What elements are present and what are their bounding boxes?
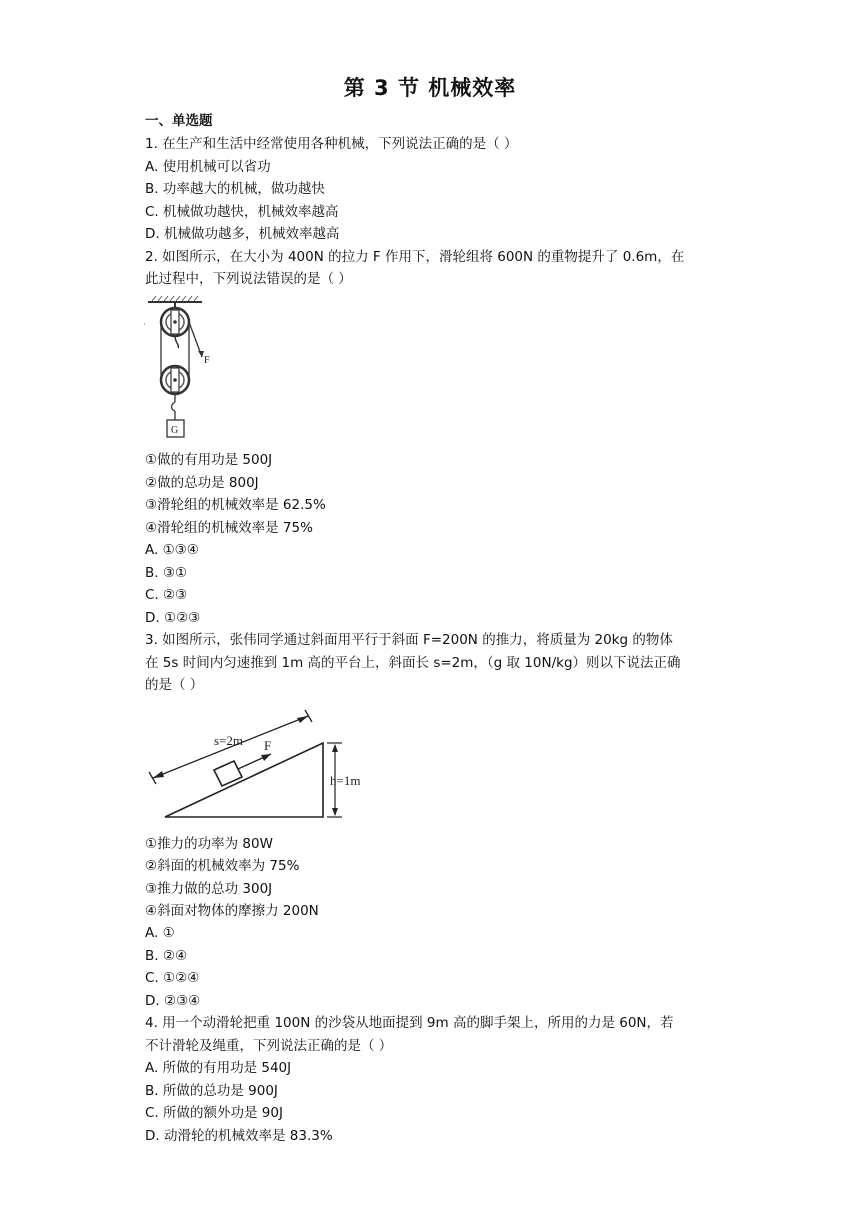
q3-statement-1: ①推力的功率为 80W bbox=[145, 836, 273, 852]
q4-option-b: B. 所做的总功是 900J bbox=[145, 1083, 278, 1099]
q2-statement-1: ①做的有用功是 500J bbox=[145, 452, 273, 468]
svg-text:·: · bbox=[143, 320, 146, 329]
q1-option-b: B. 功率越大的机械，做功越快 bbox=[145, 181, 325, 197]
q4-option-c: C. 所做的额外功是 90J bbox=[145, 1105, 283, 1121]
incline-figure bbox=[140, 700, 380, 825]
q4-stem-line2: 不计滑轮及绳重，下列说法正确的是（ ） bbox=[145, 1038, 393, 1054]
page-title: 第 3 节 机械效率 bbox=[343, 76, 517, 100]
q3-stem-line3: 的是（ ） bbox=[145, 677, 204, 693]
q2-statement-4: ④滑轮组的机械效率是 75% bbox=[145, 520, 313, 536]
q2-option-d: D. ①②③ bbox=[145, 610, 201, 626]
q1-option-c: C. 机械做功越快，机械效率越高 bbox=[145, 204, 339, 220]
pulley-figure bbox=[140, 295, 230, 440]
q2-statement-2: ②做的总功是 800J bbox=[145, 475, 259, 491]
q3-option-a: A. ① bbox=[145, 925, 175, 941]
q3-option-c: C. ①②④ bbox=[145, 970, 200, 986]
q1-option-a: A. 使用机械可以省功 bbox=[145, 159, 271, 175]
section-heading: 一、单选题 bbox=[145, 113, 213, 129]
q4-stem-line1: 4. 用一个动滑轮把重 100N 的沙袋从地面提到 9m 高的脚手架上，所用的力是 60N，若 bbox=[145, 1015, 674, 1031]
q3-statement-3: ③推力做的总功 300J bbox=[145, 881, 273, 897]
q2-stem-line1: 2. 如图所示，在大小为 400N 的拉力 F 作用下，滑轮组将 600N 的重物提升了 0.6m，在 bbox=[145, 249, 685, 265]
q2-option-b: B. ③① bbox=[145, 565, 188, 581]
pulley-force-label: F bbox=[204, 355, 210, 366]
q3-statement-2: ②斜面的机械效率为 75% bbox=[145, 858, 300, 874]
pulley-weight-label: G bbox=[171, 425, 179, 436]
q3-option-b: B. ②④ bbox=[145, 948, 188, 964]
q4-option-d: D. 动滑轮的机械效率是 83.3% bbox=[145, 1128, 333, 1144]
q3-option-d: D. ②③④ bbox=[145, 993, 201, 1009]
q2-statement-3: ③滑轮组的机械效率是 62.5% bbox=[145, 497, 326, 513]
q4-option-a: A. 所做的有用功是 540J bbox=[145, 1060, 292, 1076]
q3-stem-line1: 3. 如图所示，张伟同学通过斜面用平行于斜面 F=200N 的推力，将质量为 20kg 的物体 bbox=[145, 632, 673, 648]
q2-option-a: A. ①③④ bbox=[145, 542, 199, 558]
incline-height-label: h=1m bbox=[330, 773, 361, 788]
q2-stem-line2: 此过程中，下列说法错误的是（ ） bbox=[145, 271, 352, 287]
q3-statement-4: ④斜面对物体的摩擦力 200N bbox=[145, 903, 319, 919]
q3-stem-line2: 在 5s 时间内匀速推到 1m 高的平台上，斜面长 s=2m，（g 取 10N/kg）则以下说法正确 bbox=[145, 655, 681, 671]
q1-stem: 1. 在生产和生活中经常使用各种机械，下列说法正确的是（ ） bbox=[145, 136, 518, 152]
q1-option-d: D. 机械做功越多，机械效率越高 bbox=[145, 226, 340, 242]
incline-length-label: s=2m bbox=[214, 733, 244, 748]
q2-option-c: C. ②③ bbox=[145, 587, 188, 603]
incline-force-label: F bbox=[264, 738, 272, 753]
